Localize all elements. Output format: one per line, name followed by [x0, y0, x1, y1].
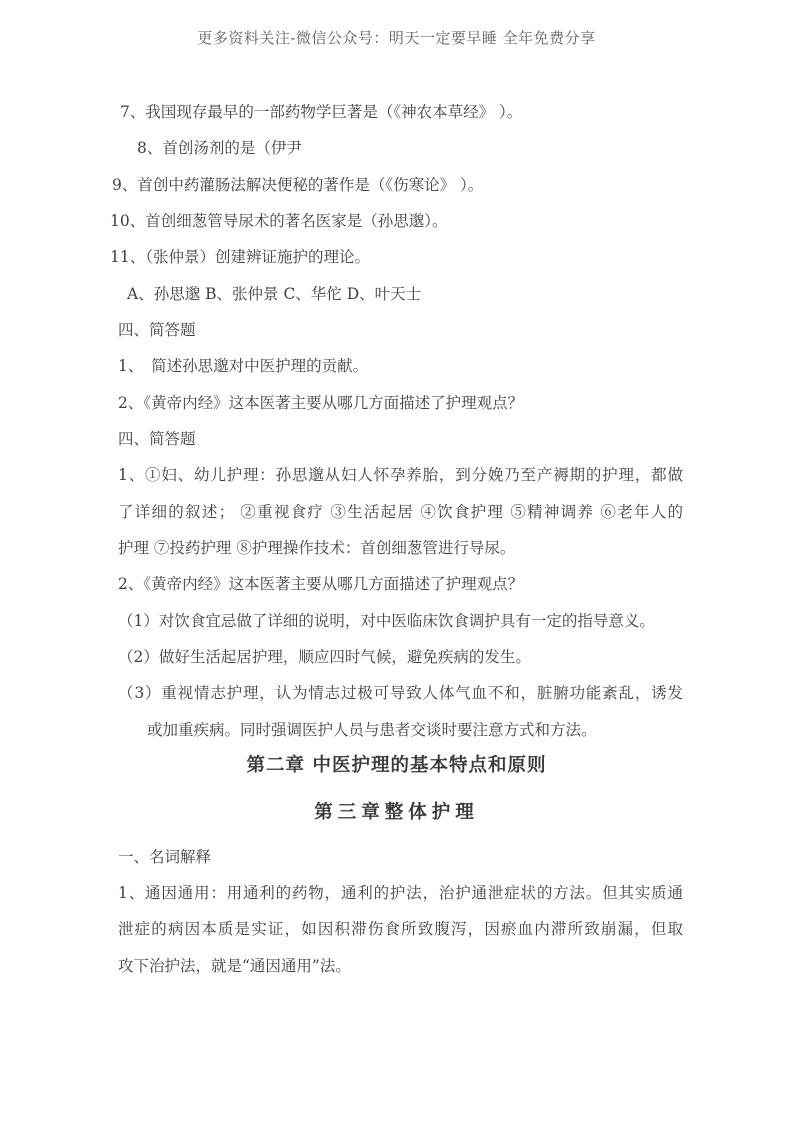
question-line-repeat: 2、《黄帝内经》这本医著主要从哪几方面描述了护理观点？ [118, 575, 524, 594]
document-body [110, 94, 683, 984]
question-line-10: 10、首创细葱管导尿术的著名医家是（孙思邈）。 [110, 211, 448, 230]
chapter-3-heading: 第三章整体护理 [314, 802, 479, 824]
question-line-sa-2: 2、《黄帝内经》这本医著主要从哪几方面描述了护理观点？ [118, 393, 524, 412]
definition-line: 1、通因通用：用通利的药物，通利的护法，治护通泄症状的方法。但其实质通 [118, 883, 683, 902]
answer-point-3-cont: 或加重疾病。同时强调医护人员与患者交谈时要注意方式和方法。 [147, 720, 597, 739]
definition-line-end: 攻下治护法，就是“通因通用”法。 [118, 956, 351, 975]
section-label-short-answer: 四、简答题 [118, 320, 196, 339]
chapter-2-heading: 第二章 中医护理的基本特点和原则 [246, 754, 547, 776]
definition-line: 泄症的病因本质是实证，如因积滞伤食所致腹泻，因瘀血内滞所致崩漏，但取 [118, 920, 683, 939]
section-label-terms: 一、名词解释 [118, 847, 212, 866]
answer-point-1: （1）对饮食宜忌做了详细的说明，对中医临床饮食调护具有一定的指导意义。 [118, 611, 655, 630]
answer-line: 护理 ⑦投药护理 ⑧护理操作技术：首创细葱管进行导尿。 [118, 538, 516, 557]
answer-line: 1、①妇、幼儿护理：孙思邈从妇人怀孕养胎，到分娩乃至产褥期的护理，都做 [118, 466, 683, 485]
answer-line: 了详细的叙述； ②重视食疗 ③生活起居 ④饮食护理 ⑤精神调养 ⑥老年人的 [118, 502, 683, 521]
page-header-note: 更多资料关注-微信公众号：明天一定要早睡 全年免费分享 [197, 29, 596, 47]
question-line-9: 9、首创中药灌肠法解决便秘的著作是（《伤寒论》 ）。 [112, 175, 484, 194]
question-line-8: 8、首创汤剂的是（伊尹 [137, 139, 302, 158]
section-label-short-answer-2: 四、简答题 [118, 429, 196, 448]
question-line-11: 11、（张仲景）创建辨证施护的理论。 [110, 248, 370, 267]
answer-point-3: （3）重视情志护理，认为情志过极可导致人体气血不和，脏腑功能紊乱，诱发 [118, 684, 683, 703]
choices-line: A、孙思邈 B、张仲景 C、华佗 D、叶天士 [127, 284, 422, 303]
question-line-sa-1: 1、 简述孙思邈对中医护理的贡献。 [118, 357, 369, 376]
question-line-7: 7、我国现存最早的一部药物学巨著是（《神农本草经》 ）。 [120, 103, 523, 121]
answer-point-2: （2）做好生活起居护理，顺应四时气候，避免疾病的发生。 [118, 647, 531, 666]
